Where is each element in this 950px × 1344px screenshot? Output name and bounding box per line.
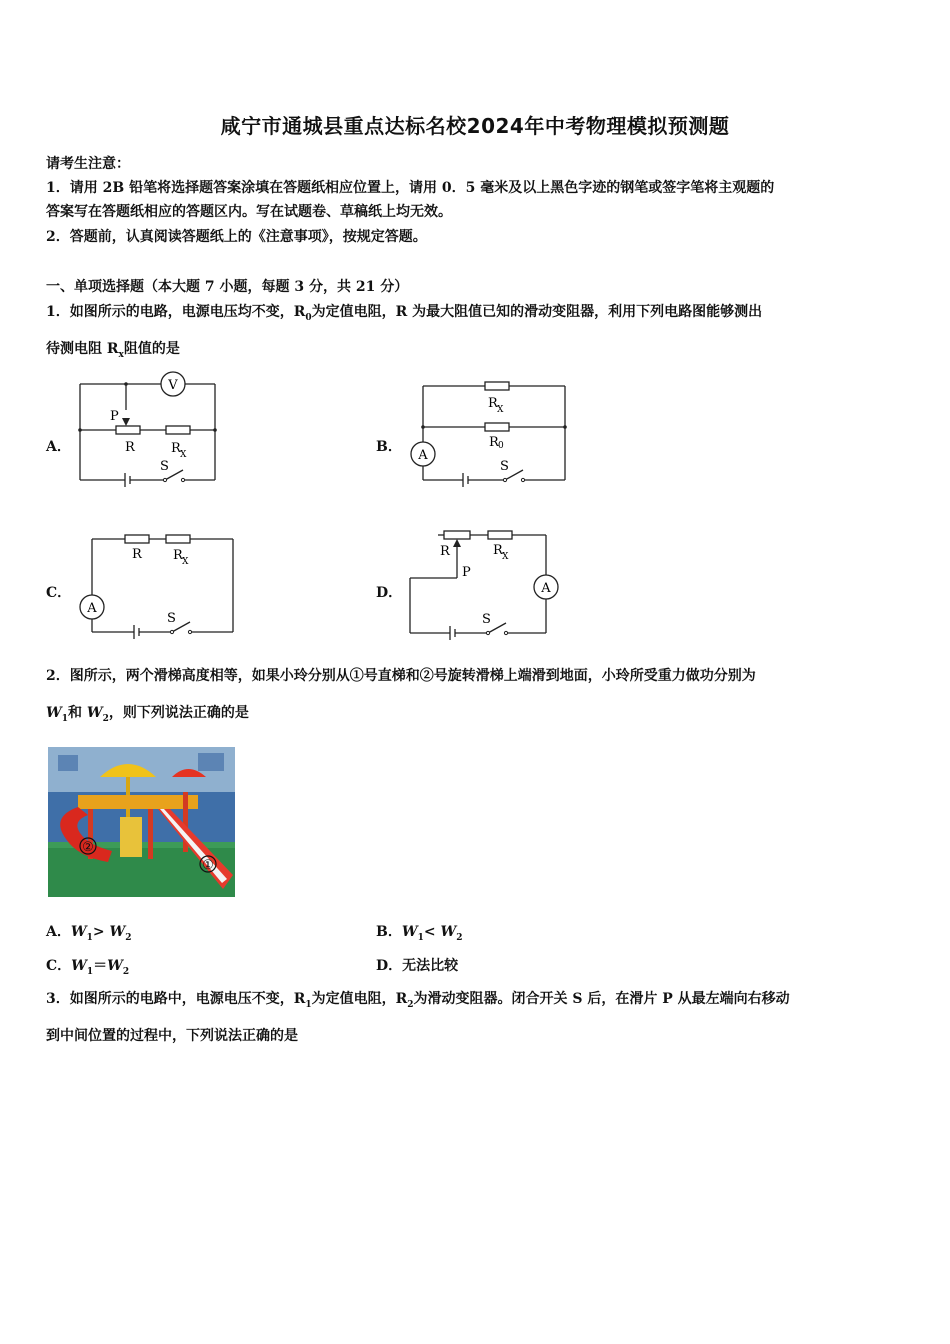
slider-label: P [110, 409, 119, 424]
switch-label: S [160, 459, 169, 474]
r0-label: R [489, 435, 499, 450]
question-2-line-2: $W_1$和 $W_2$，则下列说法正确的是 [46, 705, 249, 724]
notice-item-2: 2．答题前，认真阅读答题纸上的《注意事项》，按规定答题。 [46, 229, 427, 245]
notice-item-1-line-1: 1．请用 2B 铅笔将选择题答案涂填在答题纸相应位置上，请用 0．5 毫米及以上黑色字迹的钢笔或签字笔将主观题的 [46, 180, 775, 196]
ammeter-label: A [541, 581, 551, 596]
question-3-line-1: 3．如图所示的电路中，电源电压不变，$R_1$为定值电阻，$R_2$为滑动变阻器。闭合开关 S 后，在滑片 P 从最左端向右移动 [46, 991, 790, 1010]
ammeter-label: A [418, 448, 428, 463]
rx-subscript: X [182, 557, 189, 567]
option-d-label[interactable]: D． [376, 585, 403, 601]
circuit-a [70, 372, 230, 501]
q2-option-d[interactable]: D．无法比较 [376, 958, 459, 974]
switch-label: S [500, 459, 509, 474]
rx-label: R [173, 548, 183, 563]
rx-label: R [493, 543, 503, 558]
rx-subscript: X [502, 552, 509, 562]
option-c-label[interactable]: C． [46, 585, 72, 601]
q2-option-c[interactable]: C．$W_1=W_2$ [46, 958, 130, 977]
r0-subscript: 0 [498, 441, 504, 451]
rx-subscript: X [497, 405, 504, 415]
playground-slide-photo [48, 747, 235, 897]
switch-label: S [482, 612, 491, 627]
rheostat-label: R [440, 544, 450, 559]
switch-label: S [167, 611, 176, 626]
photo-mark-2: ② [82, 840, 94, 855]
notice-heading: 请考生注意： [46, 156, 130, 172]
circuit-c [70, 527, 240, 646]
voltmeter-label: V [168, 378, 178, 393]
question-1-line-2: 待测电阻 $R_x$阻值的是 [46, 341, 180, 360]
photo-mark-1: ① [202, 858, 214, 873]
rx-subscript: X [180, 450, 187, 460]
question-2-line-1: 2．图所示，两个滑梯高度相等，如果小玲分别从①号直梯和②号旋转滑梯上端滑到地面，小玲所受重力做功分别为 [46, 668, 756, 684]
q2-option-a[interactable]: A．$W_1> W_2$ [46, 924, 132, 943]
option-a-label[interactable]: A． [46, 439, 71, 455]
ammeter-label: A [87, 601, 97, 616]
circuit-b [405, 372, 575, 501]
circuit-d [400, 520, 570, 649]
question-1-line-1: 1．如图所示的电路，电源电压均不变，$R_0$为定值电阻，R 为最大阻值已知的滑动变阻器，利用下列电路图能够测出 [46, 304, 763, 323]
rheostat-label: R [125, 440, 135, 455]
option-b-label[interactable]: B． [376, 439, 402, 455]
section-heading: 一、单项选择题（本大题 7 小题，每题 3 分，共 21 分） [46, 279, 409, 295]
rheostat-label: R [132, 547, 142, 562]
question-3-line-2: 到中间位置的过程中，下列说法正确的是 [46, 1028, 298, 1044]
rx-label: R [171, 441, 181, 456]
q2-option-b[interactable]: B．$W_1< W_2$ [376, 924, 463, 943]
page-title: 咸宁市通城县重点达标名校2024年中考物理模拟预测题 [220, 114, 730, 138]
notice-item-1-line-2: 答案写在答题纸相应的答题区内。写在试题卷、草稿纸上均无效。 [46, 204, 452, 220]
rx-label: R [488, 396, 498, 411]
slider-label: P [462, 565, 471, 580]
